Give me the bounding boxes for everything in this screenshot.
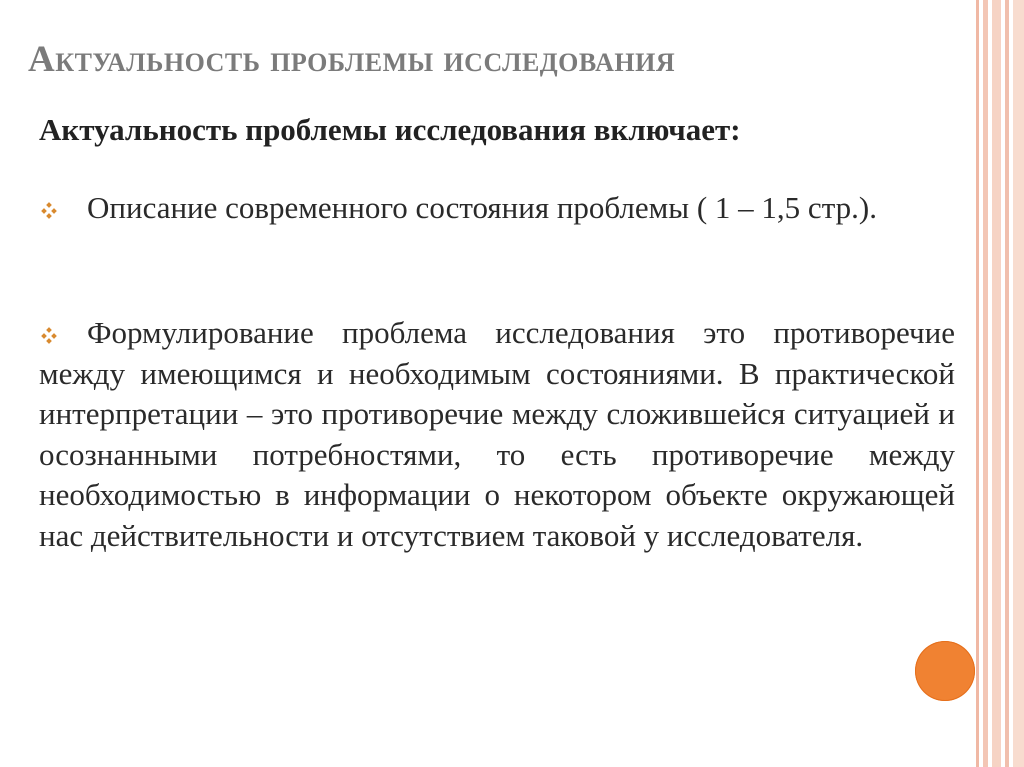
decorative-stripe [976,0,979,767]
bullet-text: Описание современного состояния проблемы ( 1 – 1,5 стр.). [87,190,877,225]
diamond-bullet-icon [39,201,81,221]
decorative-circle [915,641,975,701]
bullet-item-1 [39,188,955,229]
slide-subtitle: Актуальность проблемы исследования включает: [39,112,741,147]
decorative-stripe [1005,0,1009,767]
bullet-text: Формулирование проблема исследования это противоречие между имеющимся и необходимым состояниями. В практической интерпретации – это противоречие между сложившейся ситуацией и осознанными потребностями, то есть противоречие между необходимостью в информации о некотором объекте окружающей нас действительности и отсутствием таковой у исследователя. [39,315,955,553]
decorative-stripe [1013,0,1024,767]
slide-title: Актуальность проблемы исследования [28,39,676,80]
decorative-stripe [983,0,988,767]
diamond-bullet-icon [39,326,81,346]
bullet-item-2 [39,313,955,556]
decorative-stripe [992,0,1001,767]
